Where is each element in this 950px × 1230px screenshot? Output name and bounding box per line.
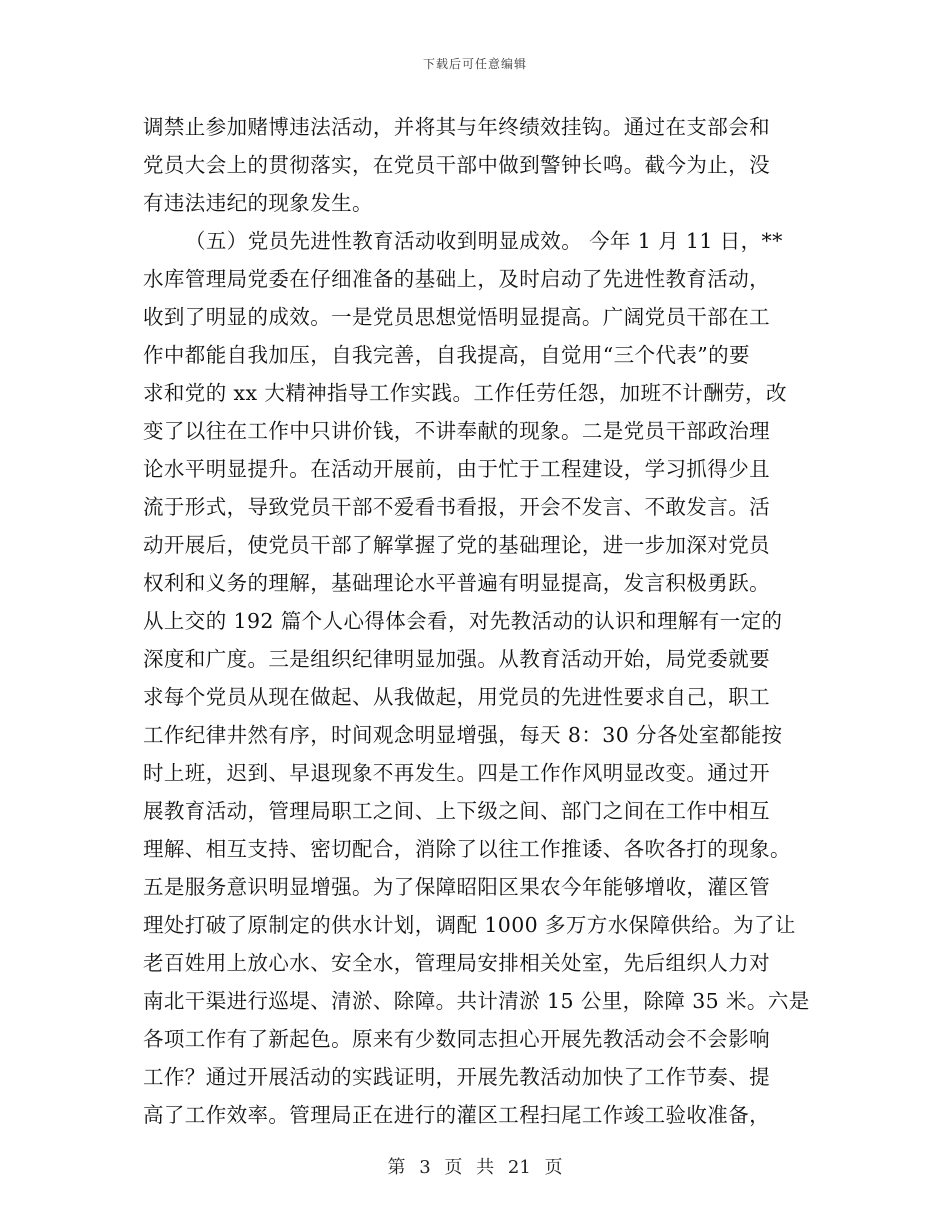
text-line: 动开展后，使党员干部了解掌握了党的基础理论，进一步加深对党员	[143, 533, 770, 557]
text-line: 老百姓用上放心水、安全水，管理局安排相关处室，先后组织人力对	[143, 951, 770, 975]
text-line: 党员大会上的贯彻落实，在党员干部中做到警钟长鸣。截今为止，没	[143, 153, 770, 177]
text-line: 有违法违纪的现象发生。	[143, 191, 373, 215]
text-line: 作中都能自我加压，自我完善，自我提高，自觉用“三个代表”的要	[143, 343, 750, 367]
text-line: 五是服务意识明显增强。为了保障昭阳区果农今年能够增收，灌区管	[143, 875, 770, 899]
total-label: 共	[476, 1157, 495, 1178]
page-footer	[0, 1153, 950, 1179]
text-line: 工作纪律井然有序，时间观念明显增强，每天 8：30 分各处室都能按	[143, 723, 783, 747]
paragraph-heading-line: （五）党员先进性教育活动收到明显成效。 今年 1 月 11 日，**	[185, 229, 783, 253]
text-line: 从上交的 192 篇个人心得体会看，对先教活动的认识和理解有一定的	[143, 609, 783, 633]
total-pages: 21	[507, 1157, 531, 1178]
document-body	[143, 108, 808, 1134]
text-line: 理处打破了原制定的供水计划，调配 1000 多万方水保障供给。为了让	[143, 913, 796, 937]
text-line: 工作？通过开展活动的实践证明，开展先教活动加快了工作节奏、提	[143, 1065, 770, 1089]
page-label-mid: 页	[444, 1157, 463, 1178]
text-line: 时上班，迟到、早退现象不再发生。四是工作作风明显改变。通过开	[143, 761, 770, 785]
text-line: 理解、相互支持、密切配合，消除了以往工作推诿、各吹各打的现象。	[143, 837, 791, 861]
text-line: 变了以往在工作中只讲价钱，不讲奉献的现象。二是党员干部政治理	[143, 419, 770, 443]
page-label-prefix: 第	[387, 1157, 406, 1178]
text-line: 深度和广度。三是组织纪律明显加强。从教育活动开始，局党委就要	[143, 647, 770, 671]
text-line: 求和党的 xx 大精神指导工作实践。工作任劳任怨，加班不计酬劳，改	[143, 381, 787, 405]
text-line: 流于形式，导致党员干部不爱看书看报，开会不发言、不敢发言。活	[143, 495, 770, 519]
text-line: 水库管理局党委在仔细准备的基础上，及时启动了先进性教育活动，	[143, 267, 770, 291]
text-line: 高了工作效率。管理局正在进行的灌区工程扫尾工作竣工验收准备，	[143, 1103, 770, 1127]
text-line: 各项工作有了新起色。原来有少数同志担心开展先教活动会不会影响	[143, 1027, 770, 1051]
text-line: 收到了明显的成效。一是党员思想觉悟明显提高。广阔党员干部在工	[143, 305, 770, 329]
page-label-suffix: 页	[544, 1157, 563, 1178]
text-line: 求每个党员从现在做起、从我做起，用党员的先进性要求自己，职工	[143, 685, 770, 709]
text-line: 权利和义务的理解，基础理论水平普遍有明显提高，发言积极勇跃。	[143, 571, 770, 595]
text-line: 论水平明显提升。在活动开展前，由于忙于工程建设，学习抓得少且	[143, 457, 770, 481]
page-header: 下载后可任意编辑	[422, 57, 527, 71]
text-line: 展教育活动，管理局职工之间、上下级之间、部门之间在工作中相互	[143, 799, 770, 823]
text-line: 南北干渠进行巡堤、清淤、除障。共计清淤 15 公里，除障 35 米。六是	[143, 989, 810, 1013]
text-line: 调禁止参加赌博违法活动，并将其与年终绩效挂钩。通过在支部会和	[143, 115, 770, 139]
page-number: 3	[419, 1157, 431, 1178]
